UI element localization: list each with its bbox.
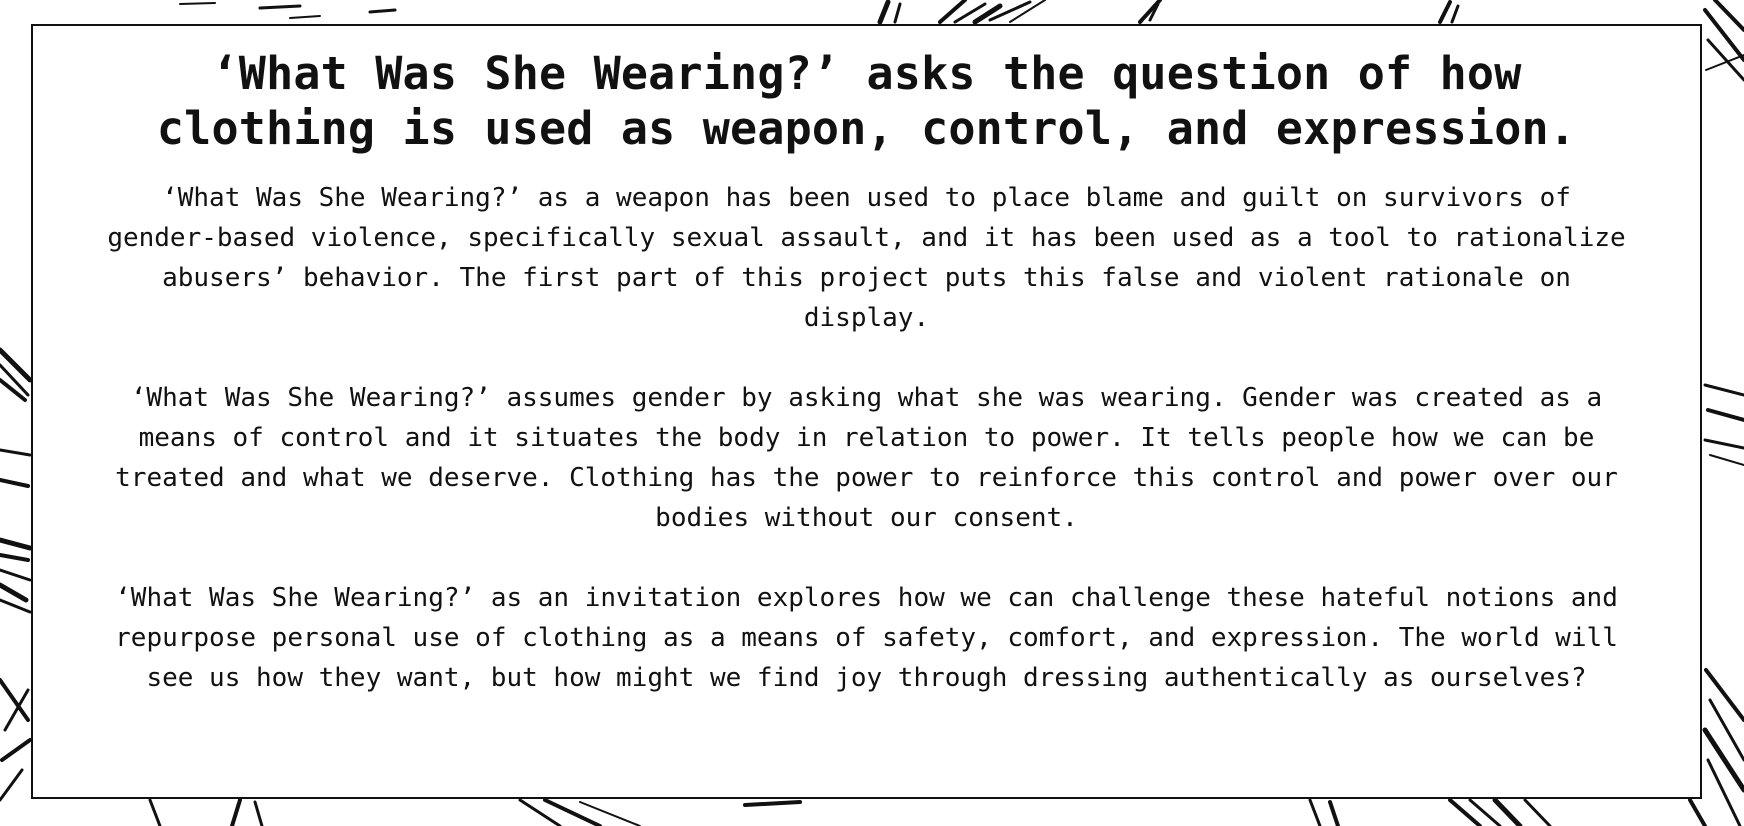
paragraph-control: ‘What Was She Wearing?’ assumes gender by asking what she was wearing. Gender was created as a means of control and it situates the body in relation to power. It tells people how we can be treated and what we deserve. Clothing has the power to reinforce this control and power over our bodies without our consent.: [115, 383, 1618, 533]
paragraph-invitation: ‘What Was She Wearing?’ as an invitation explores how we can challenge these hateful notions and repurpose personal use of clothing as a means of safety, comfort, and expression. The world will see us how they want, but how might we find joy through dressing authentically as ourselves?: [115, 583, 1618, 693]
headline: ‘What Was She Wearing?’ asks the question of how clothing is used as weapon, control, and expression.: [156, 47, 1577, 155]
text-panel: [31, 24, 1702, 799]
paragraph-weapon: ‘What Was She Wearing?’ as a weapon has been used to place blame and guilt on survivors of gender-based violence, specifically sexual assault, and it has been used as a tool to rationalize abusers’ behavior. The first part of this project puts this false and violent rationale on display.: [107, 183, 1626, 333]
